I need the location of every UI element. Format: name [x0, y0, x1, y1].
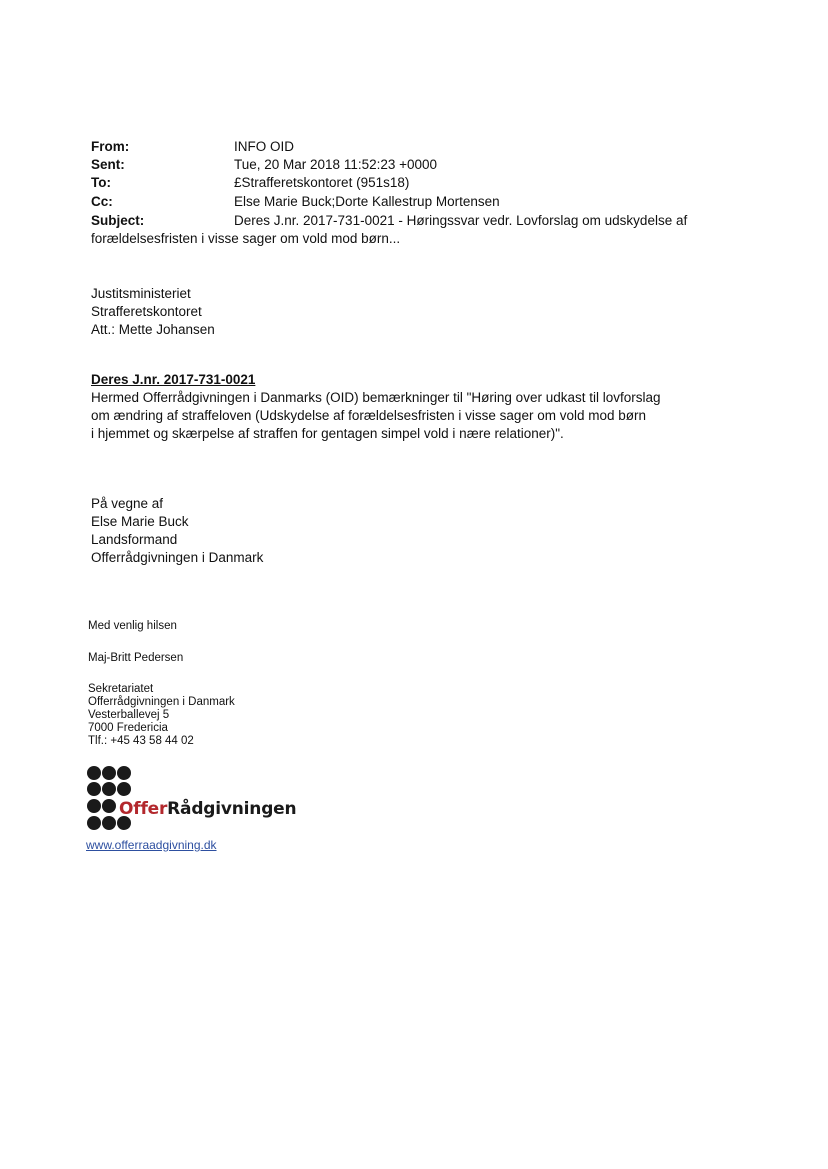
to-label: To:: [91, 175, 111, 190]
from-value: INFO OID: [234, 139, 294, 154]
logo-dot: [87, 766, 101, 780]
logo-dot: [102, 816, 116, 830]
sent-label: Sent:: [91, 157, 125, 172]
website-link[interactable]: www.offerraadgivning.dk: [86, 838, 217, 852]
address-street: Vesterballevej 5: [88, 709, 170, 721]
address-block: [88, 683, 235, 748]
logo-dot: [87, 799, 101, 813]
logo-text-red: Offer: [119, 799, 168, 819]
to-value: £Strafferetskontoret (951s18): [234, 175, 410, 190]
logo-text-black: Rådgivningen: [167, 799, 297, 819]
body-line-1: Hermed Offerrådgivningen i Danmarks (OID) bemærkninger til "Høring over udkast til lovforslag: [91, 390, 661, 405]
from-label: From:: [91, 139, 130, 154]
cc-label: Cc:: [91, 194, 113, 209]
behalf-line-1: På vegne af: [91, 496, 164, 511]
body-line-3: i hjemmet og skærpelse af straffen for gentagen simpel vold i nære relationer)".: [91, 426, 564, 441]
sender-name-text: Maj-Britt Pedersen: [88, 652, 184, 664]
behalf-line-2: Else Marie Buck: [91, 514, 189, 529]
address-org: Offerrådgivningen i Danmark: [88, 696, 235, 708]
address-dept: Sekretariatet: [88, 683, 154, 695]
body-line-2: om ændring af straffeloven (Udskydelse af forældelsesfristen i visse sager om vold mod børn: [91, 408, 646, 423]
sender-name: [88, 652, 183, 665]
cc-value: Else Marie Buck;Dorte Kallestrup Mortensen: [234, 194, 500, 209]
logo-dot: [87, 816, 101, 830]
logo-dot: [102, 782, 116, 796]
greeting-text: Med venlig hilsen: [88, 620, 177, 632]
greeting: [88, 620, 177, 633]
logo-dot: [102, 766, 116, 780]
behalf-line-3: Landsformand: [91, 532, 178, 547]
subject-value-line1: Deres J.nr. 2017-731-0021 - Høringssvar vedr. Lovforslag om udskydelse af: [234, 213, 688, 228]
reference-title: Deres J.nr. 2017-731-0021: [91, 372, 256, 387]
logo-dot: [87, 782, 101, 796]
subject-value-line2: forældelsesfristen i visse sager om vold mod børn...: [91, 231, 401, 246]
address-phone: Tlf.: +45 43 58 44 02: [88, 735, 194, 747]
logo-dot: [117, 766, 131, 780]
subject-row: [91, 212, 691, 248]
logo-dot: [102, 799, 116, 813]
address-city: 7000 Fredericia: [88, 722, 168, 734]
recipient-block: [91, 285, 215, 339]
logo-dot: [117, 782, 131, 796]
recipient-line-2: Strafferetskontoret: [91, 304, 202, 319]
logo-wordmark: [119, 799, 296, 819]
sent-value: Tue, 20 Mar 2018 11:52:23 +0000: [234, 157, 438, 172]
behalf-block: [91, 495, 263, 567]
offerraadgivningen-logo: [87, 766, 307, 832]
recipient-line-1: Justitsministeriet: [91, 286, 191, 301]
subject-label: Subject:: [91, 213, 145, 228]
body-block: [91, 371, 661, 443]
recipient-line-3: Att.: Mette Johansen: [91, 322, 215, 337]
behalf-line-4: Offerrådgivningen i Danmark: [91, 550, 264, 565]
